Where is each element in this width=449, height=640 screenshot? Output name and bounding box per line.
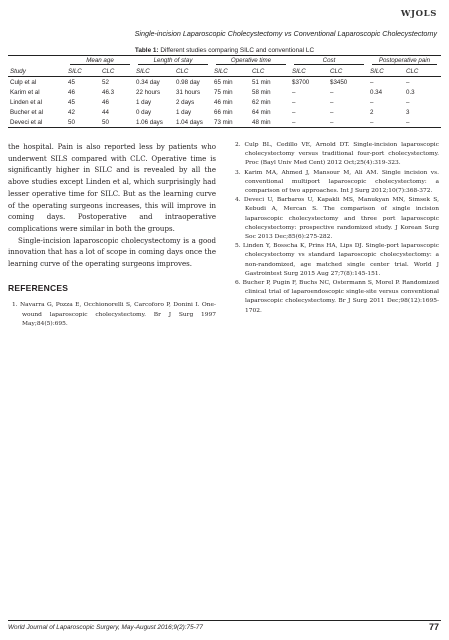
table-cell: – <box>406 98 410 106</box>
table-cell: 3 <box>406 108 410 116</box>
table-cell: Karim et al <box>10 88 40 96</box>
table-cell: – <box>368 117 404 128</box>
table-cell: 46 <box>68 88 75 96</box>
table-cell: – <box>370 98 374 106</box>
table-caption <box>0 47 449 54</box>
table-cell: $3450 <box>330 78 348 86</box>
table-cell: 0.34 day <box>136 78 160 86</box>
body-paragraph: the hospital. Pain is also reported less by patients who underwent SILS compared with CLC. Operative time is significantly higher in SILC and is revealed by all the above studies except Linden et al, which surprisingly had lesser operative time for SILC. But as the learning curve of the operating surgeons increases, this will improve in coming days. Postoperative and intraoperative complications were similar in both the groups. <box>8 142 216 233</box>
column-header: SILC <box>368 66 404 77</box>
table-cell: Culp et al <box>10 78 37 86</box>
table-cell: 66 min <box>214 108 233 116</box>
table-cell: 58 min <box>252 88 271 96</box>
page-number: 77 <box>428 622 439 632</box>
table-cell: – <box>328 117 368 128</box>
table-cell: $3700 <box>292 78 310 86</box>
footer-citation: World Journal of Laparoscopic Surgery, May-August 2016;9(2):75-77 <box>8 624 203 631</box>
table-cell: 73 min <box>212 117 250 128</box>
column-header: Study <box>8 66 66 77</box>
table-cell: – <box>292 98 296 106</box>
table-cell: 50 <box>66 117 100 128</box>
reference-item: 2. Culp BL, Cedillo VE, Arnold DT. Single-incision laparoscopic cholecystectomy versus traditional four-port cholecystectomy. Proc (Bayl Univ Med Cent) 2012 Oct;25(4):319-323. <box>235 142 439 167</box>
table-cell: 65 min <box>214 78 233 86</box>
table-cell: 50 <box>100 117 134 128</box>
studies-table <box>8 55 441 128</box>
table-cell: 0.3 <box>406 88 415 96</box>
table-row <box>8 107 441 117</box>
column-header: CLC <box>404 66 441 77</box>
table-caption-text: Different studies comparing SILC and conventional LC <box>160 47 315 54</box>
table-cell: – <box>330 88 334 96</box>
table-cell: 0 day <box>136 108 152 116</box>
table-cell: 64 min <box>252 108 271 116</box>
table-cell: 22 hours <box>136 88 161 96</box>
reference-item: 3. Karim MA, Ahmed J, Mansour M, Ali AM. Single incision vs. conventional multiport laparoscopic cholecystectomy: a comparison of two approaches. Int J Surg 2012;10(7):368-372. <box>235 169 439 195</box>
table-cell: – <box>330 98 334 106</box>
references-heading: REFERENCES <box>8 282 69 293</box>
table-cell: Linden et al <box>10 98 42 106</box>
table-cell: 44 <box>102 108 109 116</box>
column-header: SILC <box>134 66 174 77</box>
table-cell: – <box>290 117 328 128</box>
table-cell: 0.34 <box>370 88 383 96</box>
table-cell: 51 min <box>252 78 271 86</box>
table-row <box>8 97 441 107</box>
reference-item: 6. Bucher P, Pugin F, Buchs NC, Ostermann S, Morel P. Randomized clinical trial of laparoendoscopic single-site versus conventional laparoscopic cholecystectomy. Br J Surg 2011 Dec;98(12):1695-1702. <box>235 280 439 314</box>
reference-item: 1. Navarra G, Pozza E, Occhionorelli S, Carcoforo P, Donini I. One-wound laparoscopic cholecystectomy. Br J Surg 1997 May;84(5):695. <box>12 302 216 327</box>
running-title: Single-incision Laparoscopic Cholecystectomy vs Conventional Laparoscopic Cholecystectomy <box>134 29 437 38</box>
reference-item: 5. Linden Y, Bosscha K, Prins HA, Lips DJ. Single-port laparoscopic cholecystectomy vs standard laparoscopic cholecystectomy: a non-randomized, age matched single center trial. World J Gastrointest Surg 2015 Aug 27;7(8):145-151. <box>235 243 439 277</box>
table-cell: 1 day <box>136 98 152 106</box>
column-header: SILC <box>290 66 328 77</box>
table-cell: Bucher et al <box>10 108 44 116</box>
table-cell: 45 <box>68 98 75 106</box>
table-cell: 52 <box>102 78 109 86</box>
table-cell: – <box>292 108 296 116</box>
table-cell: – <box>330 108 334 116</box>
group-header: Cost <box>290 56 368 67</box>
reference-item: 4. Deveci U, Barbaros U, Kapakli MS, Manukyan MN, Simsek S, Kebudi A, Mercan S. The comparison of single incision laparoscopic cholecystectomy and three port laparoscopic cholecystectomy: prospective randomized study. J Korean Surg Soc 2013 Dec;85(6):275-282. <box>235 197 439 241</box>
table-row <box>8 77 441 88</box>
table-label: Table 1: <box>134 47 159 54</box>
footer-divider <box>8 620 441 621</box>
table-cell: 2 days <box>176 98 195 106</box>
table-cell: – <box>406 78 410 86</box>
column-header: CLC <box>328 66 368 77</box>
group-header: Length of stay <box>134 56 212 67</box>
group-header: Postoperative pain <box>368 56 441 67</box>
group-header: Mean age <box>66 56 134 67</box>
table-cell: Deveci et al <box>8 117 66 128</box>
table-row <box>8 117 441 128</box>
journal-logo: WJOLS <box>400 9 437 19</box>
table-cell: 46 <box>102 98 109 106</box>
table-cell: – <box>370 78 374 86</box>
column-header: SILC <box>212 66 250 77</box>
table-cell: 2 <box>370 108 374 116</box>
table-cell: 46 min <box>214 98 233 106</box>
table-cell: 75 min <box>214 88 233 96</box>
table-cell: 31 hours <box>176 88 201 96</box>
column-header: CLC <box>100 66 134 77</box>
body-paragraph: Single-incision laparoscopic cholecystectomy is a good innovation that has a lot of scope in coming days once the learning curve of the operating surgeons improves. <box>8 235 216 269</box>
table-cell: 1.04 days <box>174 117 212 128</box>
column-header: SILC <box>66 66 100 77</box>
table-cell: – <box>404 117 441 128</box>
table-cell: 1 day <box>176 108 192 116</box>
table-cell: 62 min <box>252 98 271 106</box>
column-header: CLC <box>250 66 290 77</box>
table-row <box>8 87 441 97</box>
table-cell: 45 <box>68 78 75 86</box>
left-column <box>8 141 216 329</box>
table-cell: 46.3 <box>102 88 115 96</box>
table-cell: 42 <box>68 108 75 116</box>
right-column <box>231 141 439 316</box>
column-header: CLC <box>174 66 212 77</box>
group-header-blank <box>8 56 66 67</box>
group-header: Operative time <box>212 56 290 67</box>
table-cell: – <box>292 88 296 96</box>
table-cell: 48 min <box>250 117 290 128</box>
table-cell: 1.06 days <box>134 117 174 128</box>
table-cell: 0.98 day <box>176 78 200 86</box>
